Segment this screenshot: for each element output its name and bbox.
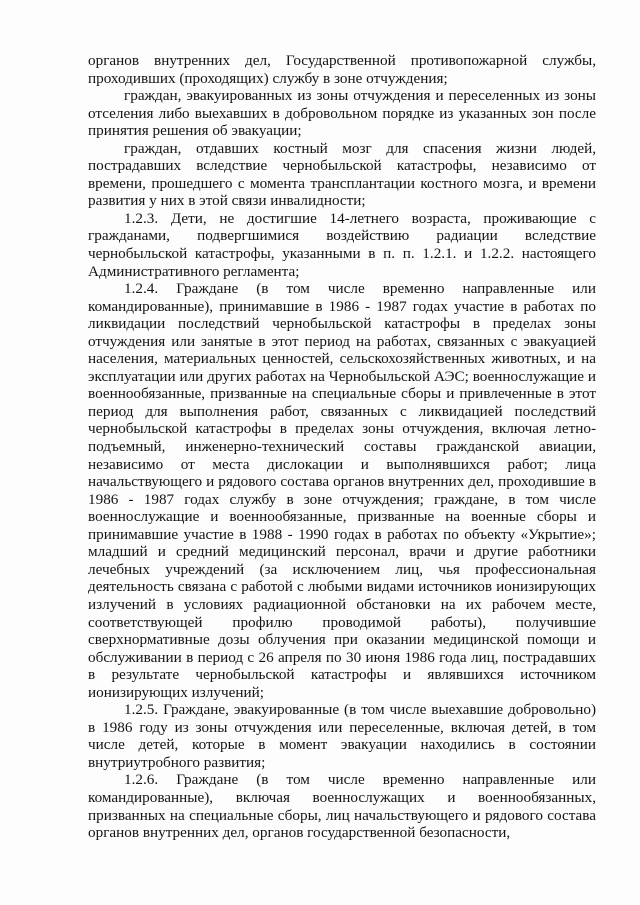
paragraph-1-2-5: 1.2.5. Граждане, эвакуированные (в том числе выехавшие добровольно) в 1986 году из зоны отчуждения или переселенные, включая детей, в том числе детей, которые в момент эвакуации находились в состоянии внутриутробного развития; <box>88 701 596 771</box>
document-body <box>88 52 596 842</box>
paragraph-1-2-3: 1.2.3. Дети, не достигшие 14-летнего возраста, проживающие с гражданами, подвергшимися воздействию радиации вследствие чернобыльской катастрофы, указанными в п. п. 1.2.1. и 1.2.2. настоящего Административного регламента; <box>88 209 596 280</box>
paragraph-1-2-4: 1.2.4. Граждане (в том числе временно направленные или командированные), принимавшие в 1986 - 1987 годах участие в работах по ликвидации последствий чернобыльской катастрофы в пределах зоны отчуждения или занятые в этот период на работах, связанных с эвакуацией населения, материальных ценностей, сельскохозяйственных животных, и на эксплуатации или других работах на Чернобыльской АЭС; военнослужащие и военнообязанные, призванные на специальные сборы и привлеченные в этот период для выполнения работ, связанных с ликвидацией последствий чернобыльской катастрофы в пределах зоны отчуждения, включая летно-подъемный, инженерно-технический составы гражданской авиации, независимо от места дислокации и выполнявшихся работ; лица начальствующего и рядового состава органов внутренних дел, проходившие в 1986 - 1987 годах службу в зоне отчуждения; граждане, в том числе военнослужащие и военнообязанные, призванные на военные сборы и принимавшие участие в 1988 - 1990 годах в работах по объекту «Укрытие»; младший и средний медицинский персонал, врачи и другие работники лечебных учреждений (за исключением лиц, чья профессиональная деятельность связана с работой с любыми видами источников ионизирующих излучений в условиях радиационной обстановки на их рабочем месте, соответствующей профилю проводимой работы), получившие сверхнормативные дозы облучения при оказании медицинской помощи и обслуживании в период с 26 апреля по 30 июня 1986 года лиц, пострадавших в результате чернобыльской катастрофы и являвшихся источником ионизирующих излучений; <box>88 280 596 701</box>
paragraph-2: граждан, эвакуированных из зоны отчуждения и переселенных из зоны отселения либо выехавших в добровольном порядке из указанных зон после принятия решения об эвакуации; <box>88 87 596 140</box>
paragraph-1: органов внутренних дел, Государственной противопожарной службы, проходивших (проходящих) службу в зоне отчуждения; <box>88 52 596 87</box>
paragraph-3: граждан, отдавших костный мозг для спасения жизни людей, пострадавших вследствие чернобыльской катастрофы, независимо от времени, прошедшего с момента трансплантации костного мозга, и времени развития у них в этой связи инвалидности; <box>88 139 596 210</box>
paragraph-1-2-6: 1.2.6. Граждане (в том числе временно направленные или командированные), включая военнослужащих и военнообязанных, призванных на специальные сборы, лиц начальствующего и рядового состава органов внутренних дел, органов государственной безопасности, <box>88 771 596 842</box>
